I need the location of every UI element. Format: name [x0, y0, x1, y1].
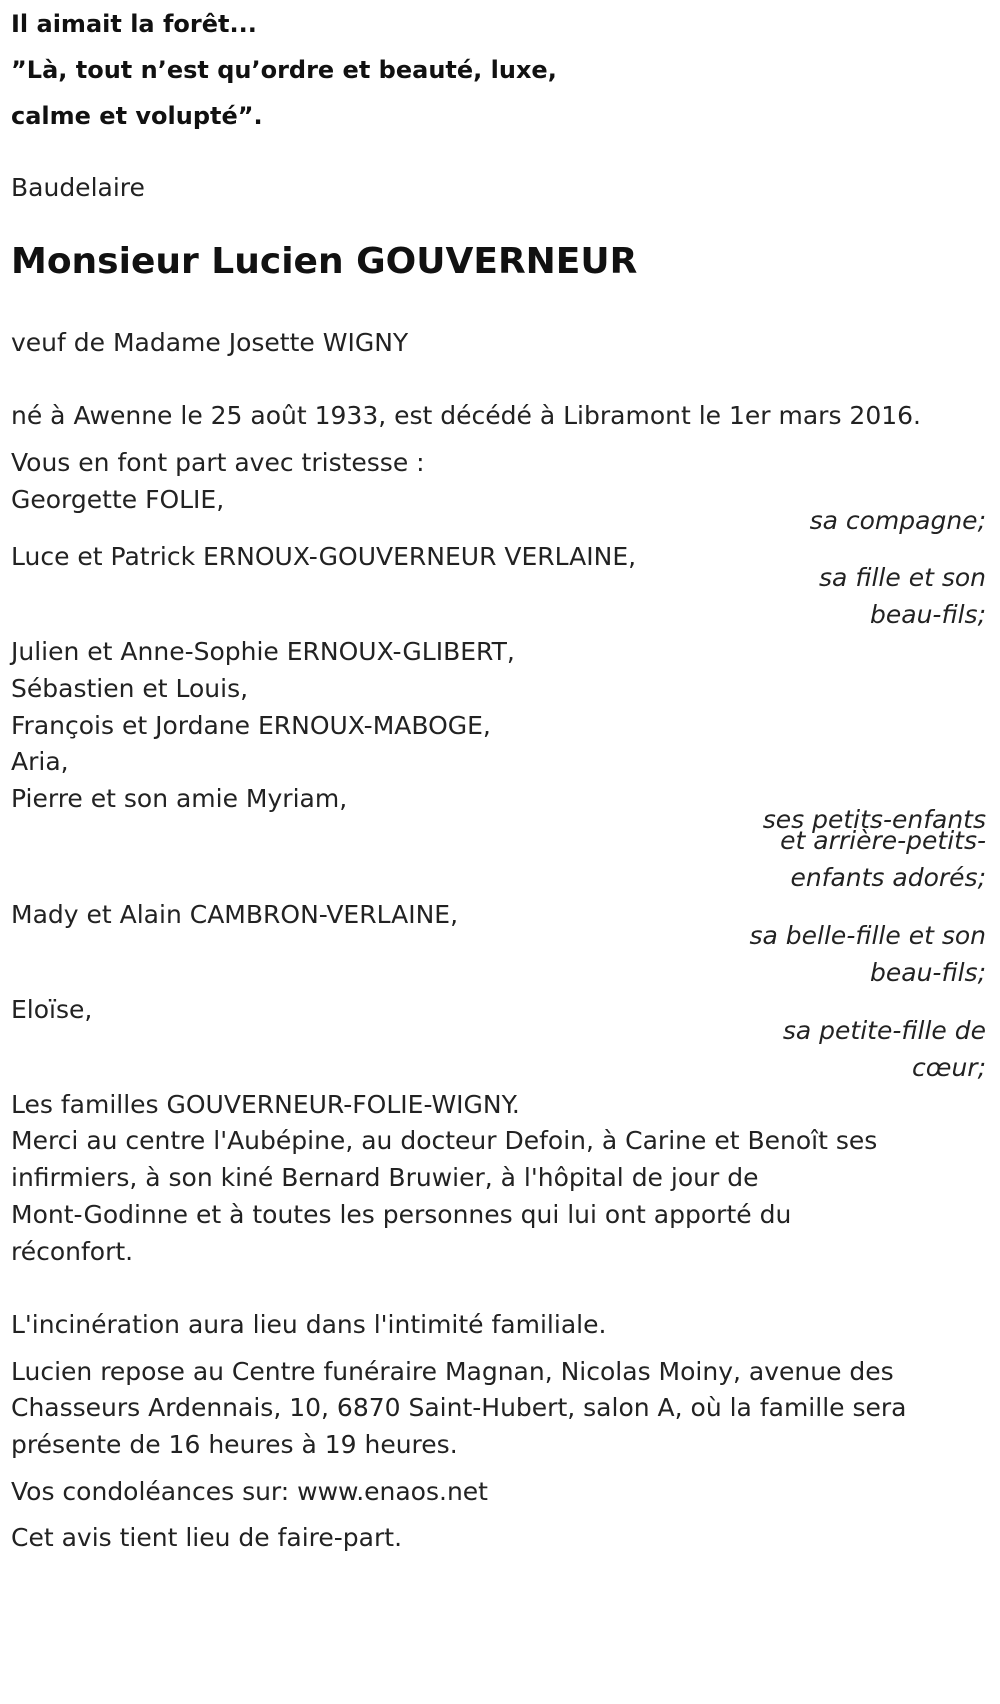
thanks-line-4: réconfort.	[11, 1237, 134, 1266]
role-granddaughter-2: cœur;	[912, 1053, 986, 1082]
repose-line-2: Chasseurs Ardennais, 10, 6870 Saint-Hubert, salon A, où la famille sera	[11, 1393, 907, 1422]
deceased-name: Monsieur Lucien GOUVERNEUR	[11, 241, 638, 282]
epigraph-author: Baudelaire	[11, 173, 145, 202]
notice-line: Cet avis tient lieu de faire-part.	[11, 1523, 403, 1552]
repose-line-1: Lucien repose au Centre funéraire Magnan, Nicolas Moiny, avenue des	[11, 1357, 894, 1386]
intro-line: Vous en font part avec tristesse :	[11, 448, 425, 477]
spouse-line: veuf de Madame Josette WIGNY	[11, 328, 409, 357]
family-aria: Aria,	[11, 747, 69, 776]
family-luce-patrick: Luce et Patrick ERNOUX-GOUVERNEUR VERLAINE,	[11, 542, 637, 571]
dates-line: né à Awenne le 25 août 1933, est décédé à Libramont le 1er mars 2016.	[11, 401, 921, 430]
family-pierre: Pierre et son amie Myriam,	[11, 784, 348, 813]
role-grandchildren-1: ses petits-enfants	[762, 805, 986, 834]
role-companion: sa compagne;	[809, 506, 986, 535]
family-francois: François et Jordane ERNOUX-MABOGE,	[11, 711, 491, 740]
role-grandchildren-2: et arrière-petits-	[780, 826, 986, 855]
role-daughter-1: sa fille et son	[819, 563, 986, 592]
repose-line-3: présente de 16 heures à 19 heures.	[11, 1430, 458, 1459]
epigraph-line-2: ”Là, tout n’est qu’ordre et beauté, luxe,	[11, 56, 557, 84]
obituary-notice	[11, 0, 986, 1704]
ceremony-line: L'incinération aura lieu dans l'intimité familiale.	[11, 1310, 607, 1339]
family-georgette: Georgette FOLIE,	[11, 485, 225, 514]
thanks-line-1: Merci au centre l'Aubépine, au docteur Defoin, à Carine et Benoît ses	[11, 1126, 878, 1155]
role-daughter-in-law-2: beau-fils;	[870, 958, 986, 987]
role-daughter-2: beau-fils;	[870, 600, 986, 629]
families-line: Les familles GOUVERNEUR-FOLIE-WIGNY.	[11, 1090, 520, 1119]
role-daughter-in-law-1: sa belle-fille et son	[749, 921, 986, 950]
family-eloise: Eloïse,	[11, 995, 93, 1024]
epigraph-line-3: calme et volupté”.	[11, 102, 263, 130]
epigraph-line-1: Il aimait la forêt...	[11, 10, 257, 38]
role-granddaughter-1: sa petite-fille de	[782, 1016, 986, 1045]
thanks-line-3: Mont-Godinne et à toutes les personnes qui lui ont apporté du	[11, 1200, 792, 1229]
family-sebastien: Sébastien et Louis,	[11, 674, 249, 703]
role-grandchildren-3: enfants adorés;	[790, 863, 986, 892]
family-mady-alain: Mady et Alain CAMBRON-VERLAINE,	[11, 900, 459, 929]
condolences-line: Vos condoléances sur: www.enaos.net	[11, 1477, 488, 1506]
family-julien: Julien et Anne-Sophie ERNOUX-GLIBERT,	[11, 637, 515, 666]
thanks-line-2: infirmiers, à son kiné Bernard Bruwier, à l'hôpital de jour de	[11, 1163, 759, 1192]
